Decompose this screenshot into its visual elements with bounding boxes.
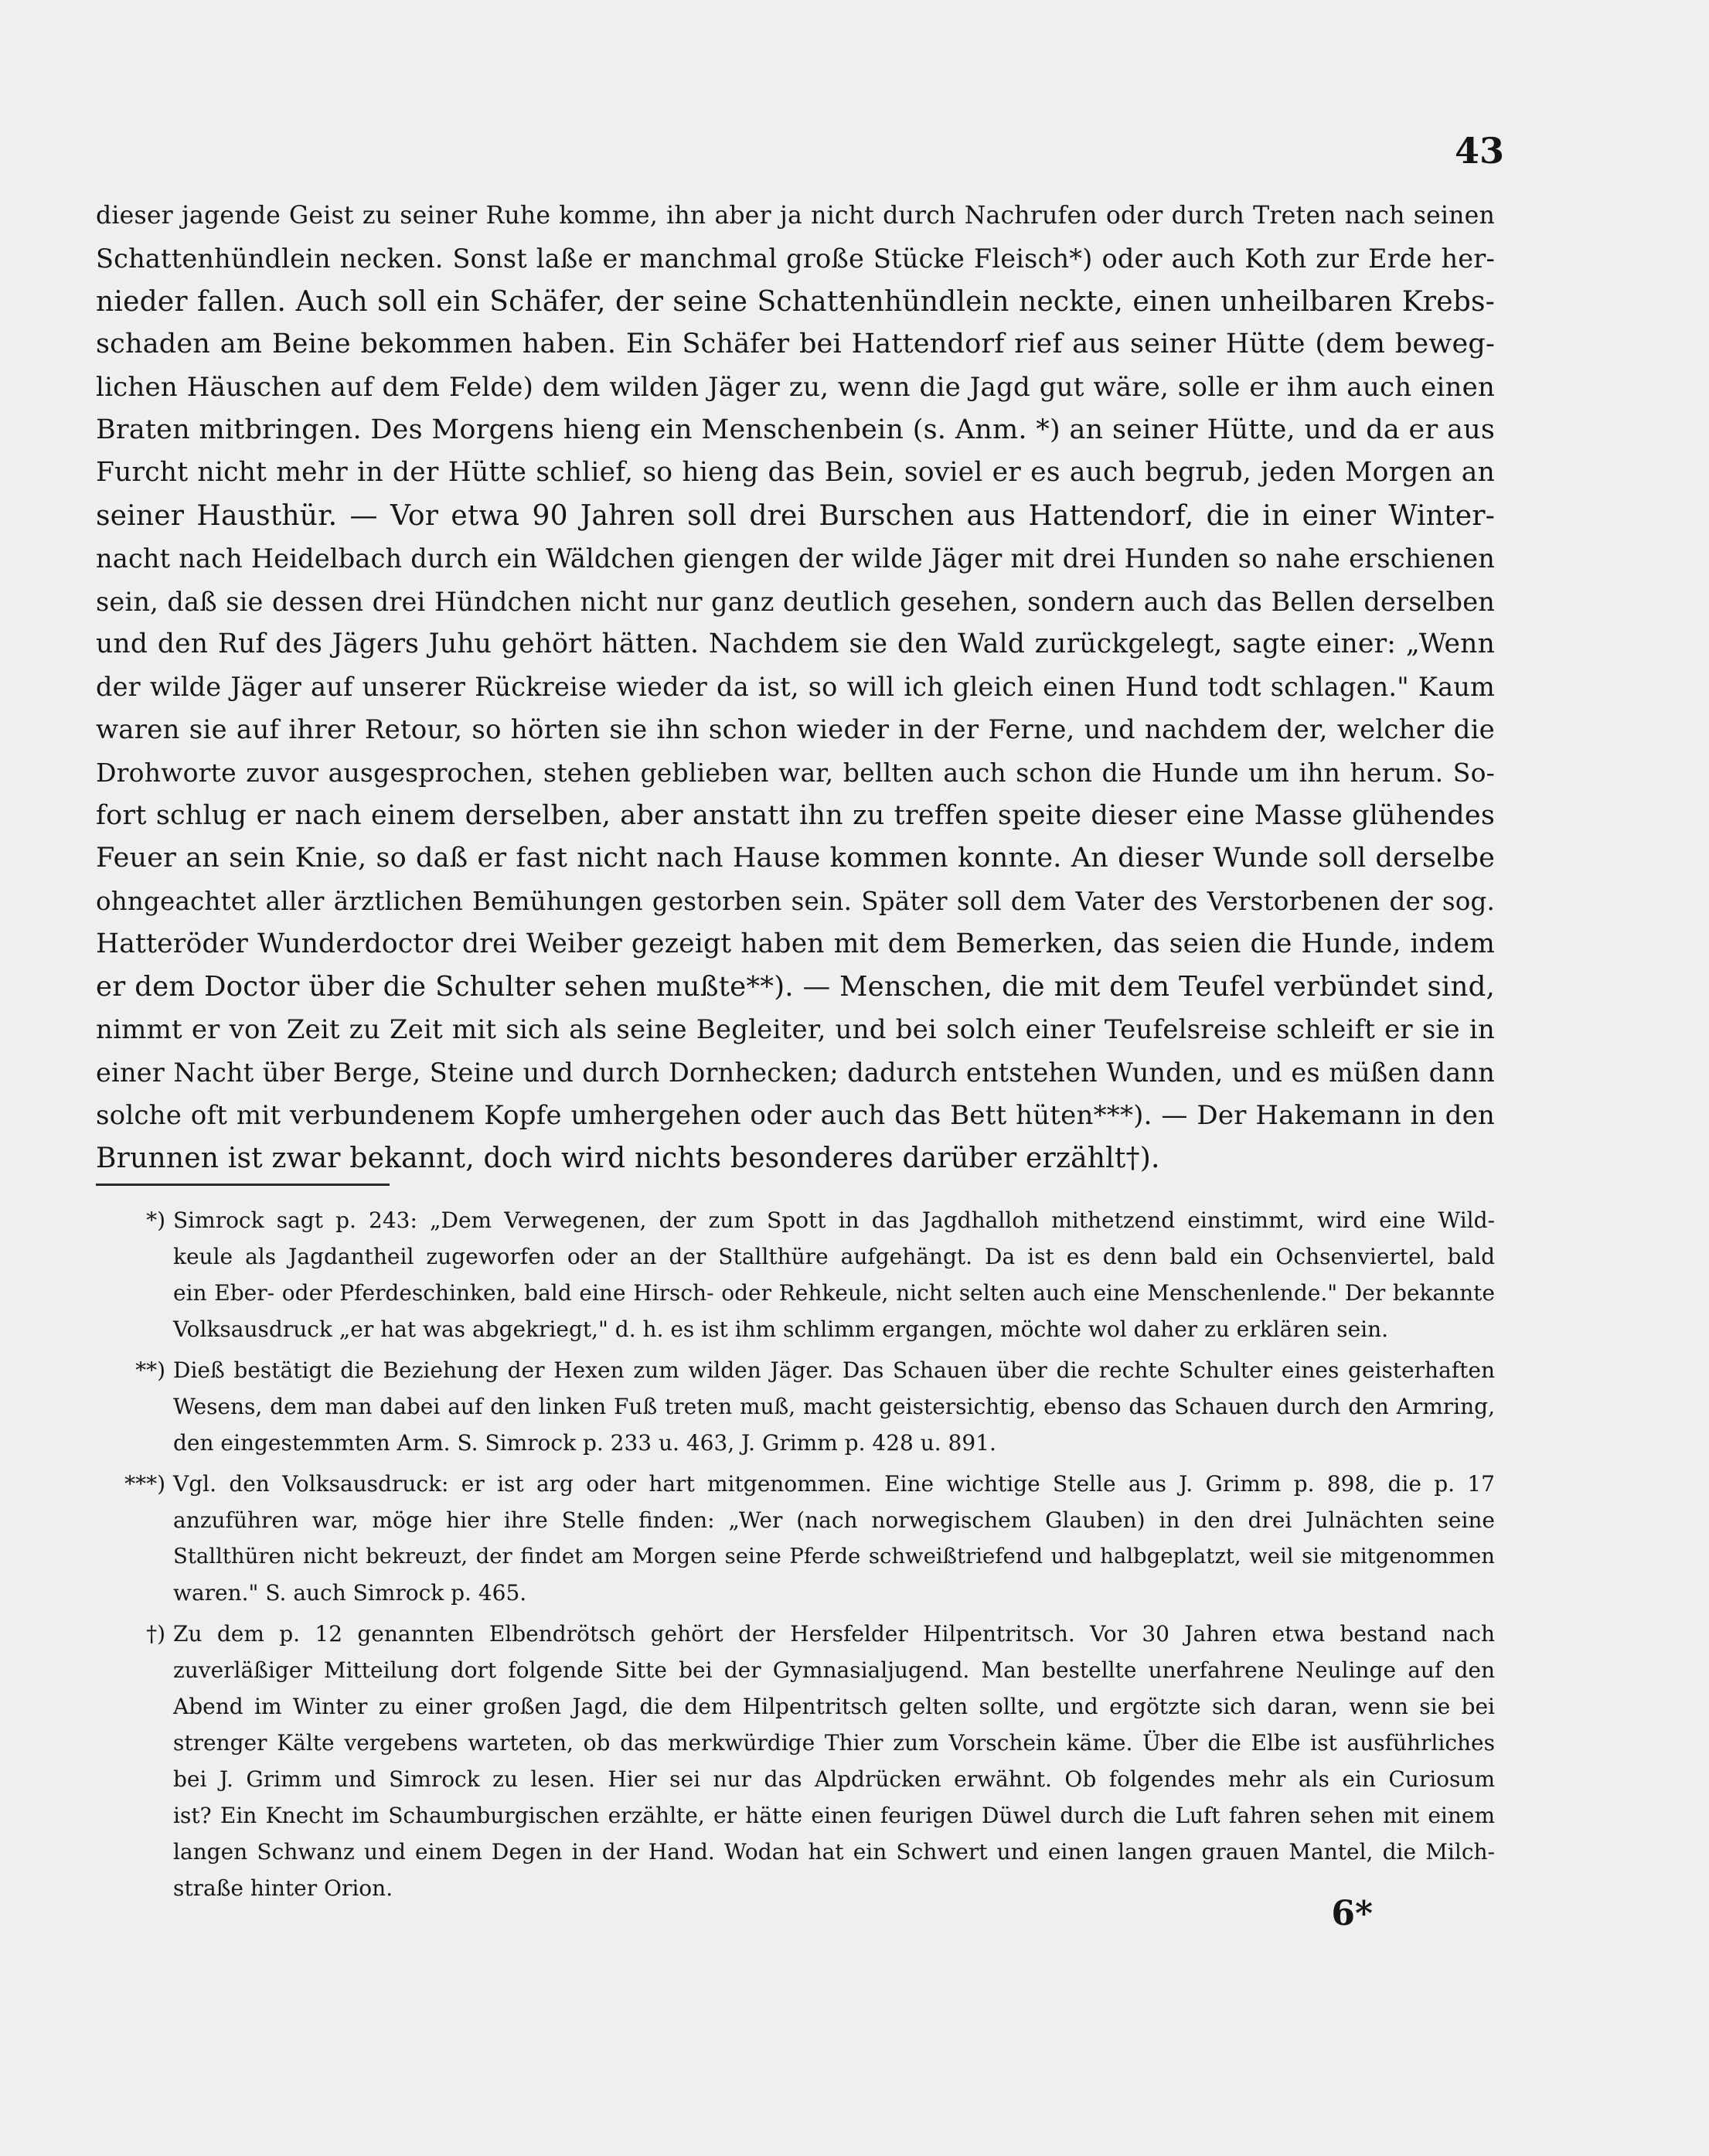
footnote-2 bbox=[96, 1352, 1495, 1461]
footnotes bbox=[96, 1202, 1495, 1911]
text-line: Brunnen ist zwar bekannt, doch wird nichts besonderes darüber erzählt†). bbox=[96, 1142, 1160, 1174]
text-line: Braten mitbringen. Des Morgens hieng ein Menschenbein (s. Anm. *) an seiner Hütte, und da er aus bbox=[96, 414, 1495, 446]
footnote-3 bbox=[96, 1466, 1495, 1611]
footnote-line: Wesens, dem man dabei auf den linken Fuß treten muß, macht geistersichtig, ebenso das Schauen durch den Armring, bbox=[173, 1394, 1495, 1419]
signature-mark: 6* bbox=[1331, 1894, 1373, 1933]
footnote-line: Simrock sagt p. 243: „Dem Verwegenen, der zum Spott in das Jagdhalloh mithetzend einstimmt, wird eine Wild- bbox=[173, 1207, 1495, 1233]
footnote-line: Volksausdruck „er hat was abgekriegt," d. h. es ist ihm schlimm ergangen, möchte wol daher zu erklären sein. bbox=[173, 1316, 1389, 1342]
footnote-line: anzuführen war, möge hier ihre Stelle finden: „Wer (nach norwegischem Glauben) in den drei Julnächten seine bbox=[173, 1507, 1495, 1533]
text-line: Furcht nicht mehr in der Hütte schlief, so hieng das Bein, soviel er es auch begrub, jeden Morgen an bbox=[96, 457, 1495, 489]
footnote-line: Zu dem p. 12 genannten Elbendrötsch gehört der Hersfelder Hilpentritsch. Vor 30 Jahren etwa bestand nach bbox=[173, 1621, 1495, 1647]
text-line: und den Ruf des Jägers Juhu gehört hätten. Nachdem sie den Wald zurückgelegt, sagte einer: „Wenn bbox=[96, 628, 1495, 660]
footnote-line: langen Schwanz und einem Degen in der Hand. Wodan hat ein Schwert und einen langen grauen Mantel, die Milch- bbox=[173, 1839, 1495, 1865]
text-line: sein, daß sie dessen drei Hündchen nicht nur ganz deutlich gesehen, sondern auch das Bellen derselben bbox=[96, 586, 1495, 617]
footnote-line: waren." S. auch Simrock p. 465. bbox=[173, 1580, 527, 1606]
text-line: nimmt er von Zeit zu Zeit mit sich als seine Begleiter, und bei solch einer Teufelsreise schleift er sie in bbox=[96, 1013, 1495, 1045]
text-line: seiner Hausthür. — Vor etwa 90 Jahren soll drei Burschen aus Hattendorf, die in einer Winter- bbox=[96, 499, 1495, 532]
main-text bbox=[96, 195, 1495, 1180]
footnote-line: Vgl. den Volksausdruck: er ist arg oder hart mitgenommen. Eine wichtige Stelle aus J. Grimm p. 898, die p. 17 bbox=[173, 1471, 1495, 1497]
footnote-separator bbox=[96, 1184, 390, 1186]
page-number: 43 bbox=[1454, 130, 1504, 172]
footnote-mark: **) bbox=[135, 1357, 165, 1383]
footnote-line: den eingestemmten Arm. S. Simrock p. 233 u. 463, J. Grimm p. 428 u. 891. bbox=[173, 1430, 996, 1456]
footnote-mark: †) bbox=[146, 1621, 165, 1647]
text-line: fort schlug er nach einem derselben, aber anstatt ihn zu treffen speite dieser eine Masse glühendes bbox=[96, 799, 1495, 831]
footnote-line: strenger Kälte vergebens warteten, ob das merkwürdige Thier zum Vorschein käme. Über die Elbe ist ausführliches bbox=[173, 1730, 1495, 1756]
text-line: Hatteröder Wunderdoctor drei Weiber gezeigt haben mit dem Bemerken, das seien die Hunde, indem bbox=[96, 928, 1495, 959]
footnote-line: zuverläßiger Mitteilung dort folgende Sitte bei der Gymnasialjugend. Man bestellte unerfahrene Neulinge auf den bbox=[173, 1657, 1495, 1683]
text-line: der wilde Jäger auf unserer Rückreise wieder da ist, so will ich gleich einen Hund todt schlagen." Kaum bbox=[96, 672, 1495, 703]
footnote-line: Dieß bestätigt die Beziehung der Hexen zum wilden Jäger. Das Schauen über die rechte Schulter eines geisterhaften bbox=[173, 1357, 1495, 1383]
text-line: ohngeachtet aller ärztlichen Bemühungen gestorben sein. Später soll dem Vater des Verstorbenen der sog. bbox=[96, 886, 1495, 916]
text-line: Schattenhündlein necken. Sonst laße er manchmal große Stücke Fleisch*) oder auch Koth zur Erde her- bbox=[96, 244, 1495, 274]
text-line: schaden am Beine bekommen haben. Ein Schäfer bei Hattendorf rief aus seiner Hütte (dem beweg- bbox=[96, 329, 1495, 360]
text-line: dieser jagende Geist zu seiner Ruhe komme, ihn aber ja nicht durch Nachrufen oder durch Treten nach seinen bbox=[96, 202, 1495, 230]
footnote-mark: ***) bbox=[124, 1471, 165, 1497]
footnote-line: straße hinter Orion. bbox=[173, 1875, 393, 1901]
footnote-line: Abend im Winter zu einer großen Jagd, die dem Hilpentritsch gelten sollte, und ergötzte sich daran, wenn sie bei bbox=[173, 1694, 1495, 1719]
footnote-line: Stallthüren nicht bekreuzt, der findet am Morgen seine Pferde schweißtriefend und halbgeplatzt, weil sie mitgenommen bbox=[173, 1544, 1495, 1568]
text-line: einer Nacht über Berge, Steine und durch Dornhecken; dadurch entstehen Wunden, und es müßen dann bbox=[96, 1058, 1495, 1088]
text-line: solche oft mit verbundenem Kopfe umhergehen oder auch das Bett hüten***). — Der Hakemann in den bbox=[96, 1099, 1495, 1131]
text-line: waren sie auf ihrer Retour, so hörten sie ihn schon wieder in der Ferne, und nachdem der, welcher die bbox=[96, 714, 1495, 745]
text-line: nacht nach Heidelbach durch ein Wäldchen giengen der wilde Jäger mit drei Hunden so nahe erschienen bbox=[96, 543, 1495, 574]
footnote-line: ist? Ein Knecht im Schaumburgischen erzählte, er hätte einen feurigen Düwel durch die Luft fahren sehen mit einem bbox=[173, 1803, 1495, 1828]
footnote-1 bbox=[96, 1202, 1495, 1347]
footnote-mark: *) bbox=[146, 1207, 165, 1233]
footnote-4 bbox=[96, 1616, 1495, 1906]
footnote-line: bei J. Grimm und Simrock zu lesen. Hier sei nur das Alpdrücken erwähnt. Ob folgendes mehr als ein Curiosum bbox=[173, 1766, 1495, 1792]
text-line: nieder fallen. Auch soll ein Schäfer, der seine Schattenhündlein neckte, einen unheilbaren Krebs- bbox=[96, 285, 1495, 318]
text-line: Feuer an sein Knie, so daß er fast nicht nach Hause kommen konnte. An dieser Wunde soll derselbe bbox=[96, 843, 1495, 874]
footnote-line: ein Eber- oder Pferdeschinken, bald eine Hirsch- oder Rehkeule, nicht selten auch eine Menschenlende." Der bekannte bbox=[173, 1280, 1495, 1306]
footnote-line: keule als Jagdantheil zugeworfen oder an der Stallthüre aufgehängt. Da ist es denn bald ein Ochsenviertel, bald bbox=[173, 1244, 1495, 1269]
text-line: er dem Doctor über die Schulter sehen mußte**). — Menschen, die mit dem Teufel verbündet sind, bbox=[96, 971, 1495, 1003]
text-line: Drohworte zuvor ausgesprochen, stehen geblieben war, bellten auch schon die Hunde um ihn herum. So- bbox=[96, 758, 1495, 788]
text-line: lichen Häuschen auf dem Felde) dem wilden Jäger zu, wenn die Jagd gut wäre, solle er ihm auch einen bbox=[96, 371, 1495, 403]
